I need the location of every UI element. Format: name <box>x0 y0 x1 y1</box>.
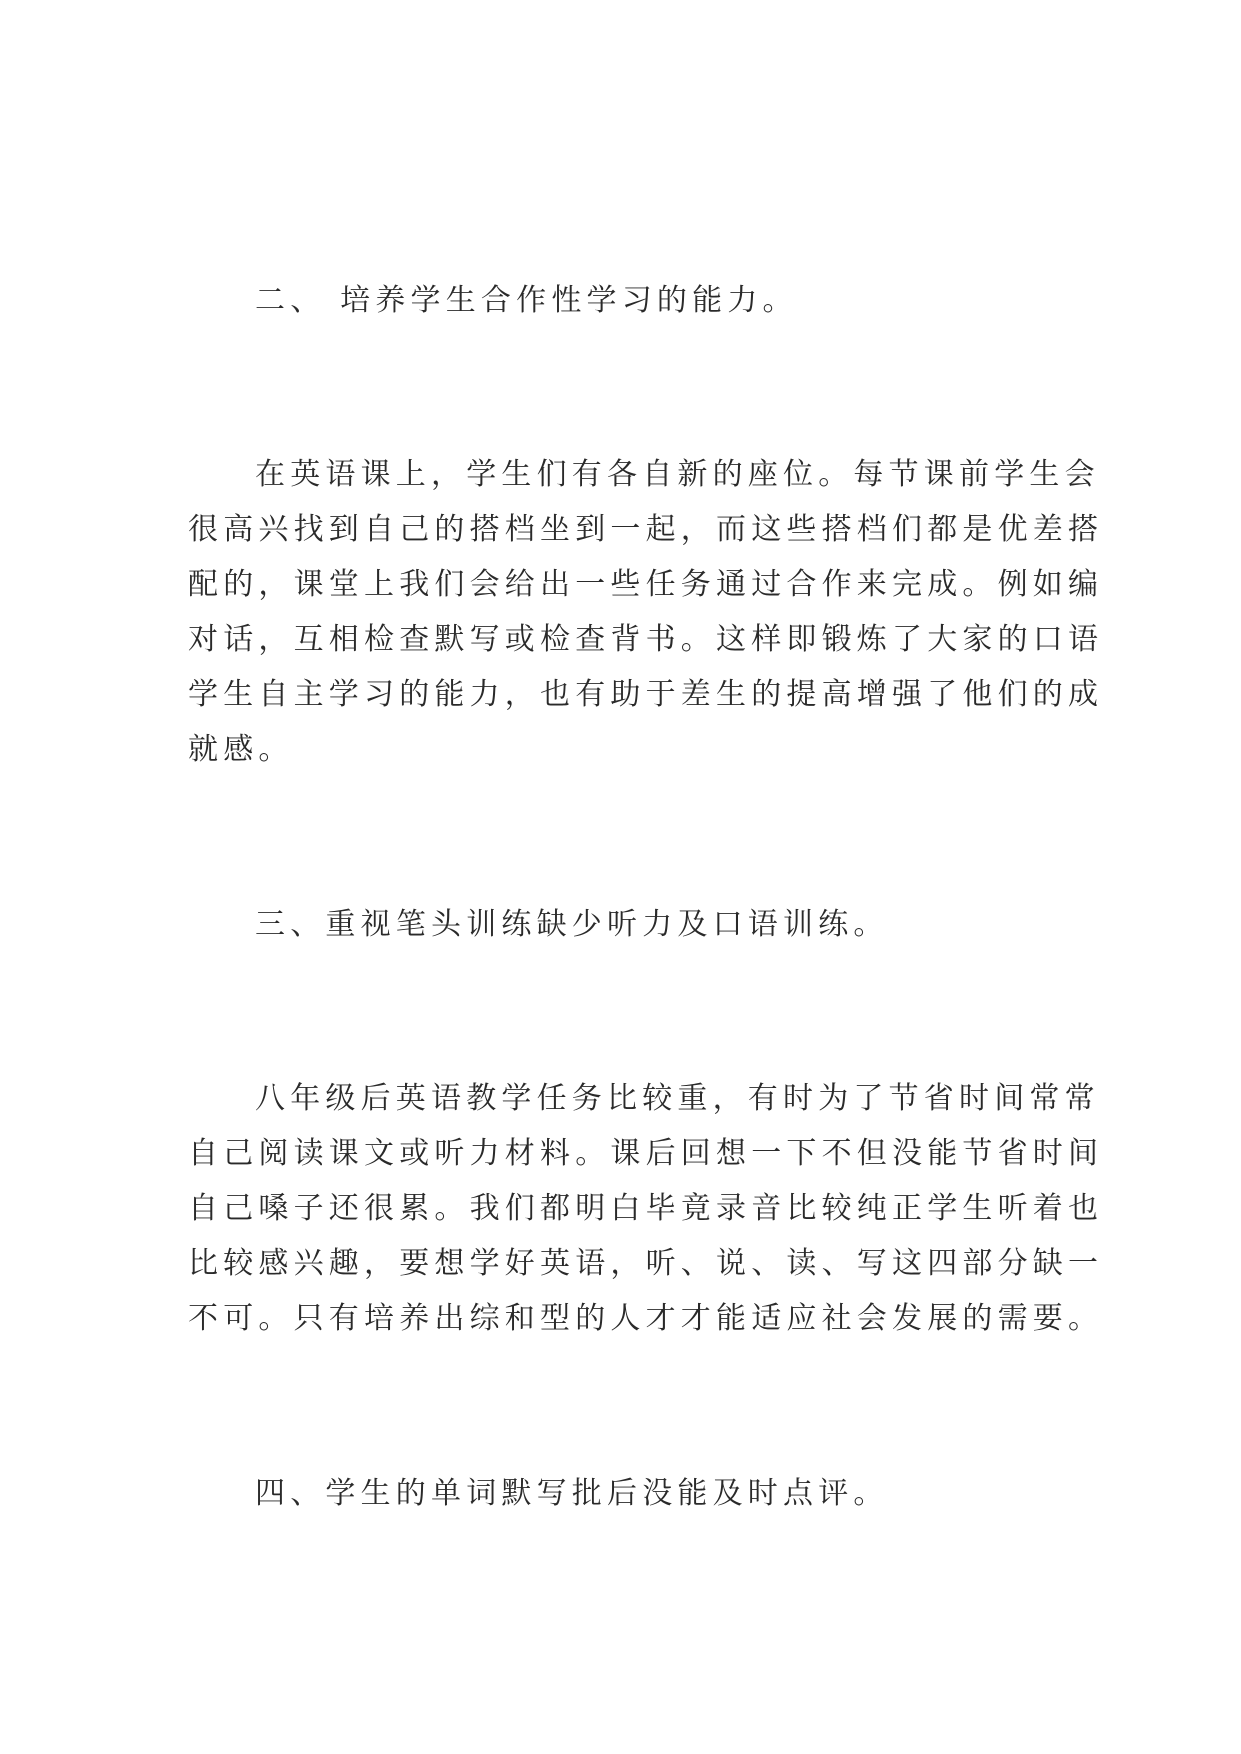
paragraph-line: 自己嗓子还很累。我们都明白毕竟录音比较纯正学生听着也 <box>188 1191 1104 1226</box>
paragraph-line: 比较感兴趣，要想学好英语，听、说、读、写这四部分缺一 <box>188 1246 1104 1281</box>
paragraph-line: 不可。只有培养出综和型的人才才能适应社会发展的需要。 <box>188 1301 1104 1336</box>
section-heading-2: 二、 培养学生合作性学习的能力。 <box>255 283 798 318</box>
paragraph-line: 很高兴找到自己的搭档坐到一起，而这些搭档们都是优差搭 <box>188 512 1104 547</box>
paragraph-line: 在英语课上，学生们有各自新的座位。每节课前学生会 <box>255 457 1100 492</box>
section-heading-3: 三、重视笔头训练缺少听力及口语训练。 <box>255 907 889 942</box>
section-heading-4: 四、学生的单词默写批后没能及时点评。 <box>255 1476 889 1511</box>
paragraph-line: 学生自主学习的能力，也有助于差生的提高增强了他们的成 <box>188 677 1104 712</box>
paragraph-line: 对话，互相检查默写或检查背书。这样即锻炼了大家的口语 <box>188 622 1104 657</box>
paragraph-line: 八年级后英语教学任务比较重，有时为了节省时间常常 <box>255 1081 1100 1116</box>
paragraph-line: 配的，课堂上我们会给出一些任务通过合作来完成。例如编 <box>188 567 1104 602</box>
paragraph-line: 自己阅读课文或听力材料。课后回想一下不但没能节省时间 <box>188 1136 1104 1171</box>
paragraph-line: 就感。 <box>188 732 294 767</box>
